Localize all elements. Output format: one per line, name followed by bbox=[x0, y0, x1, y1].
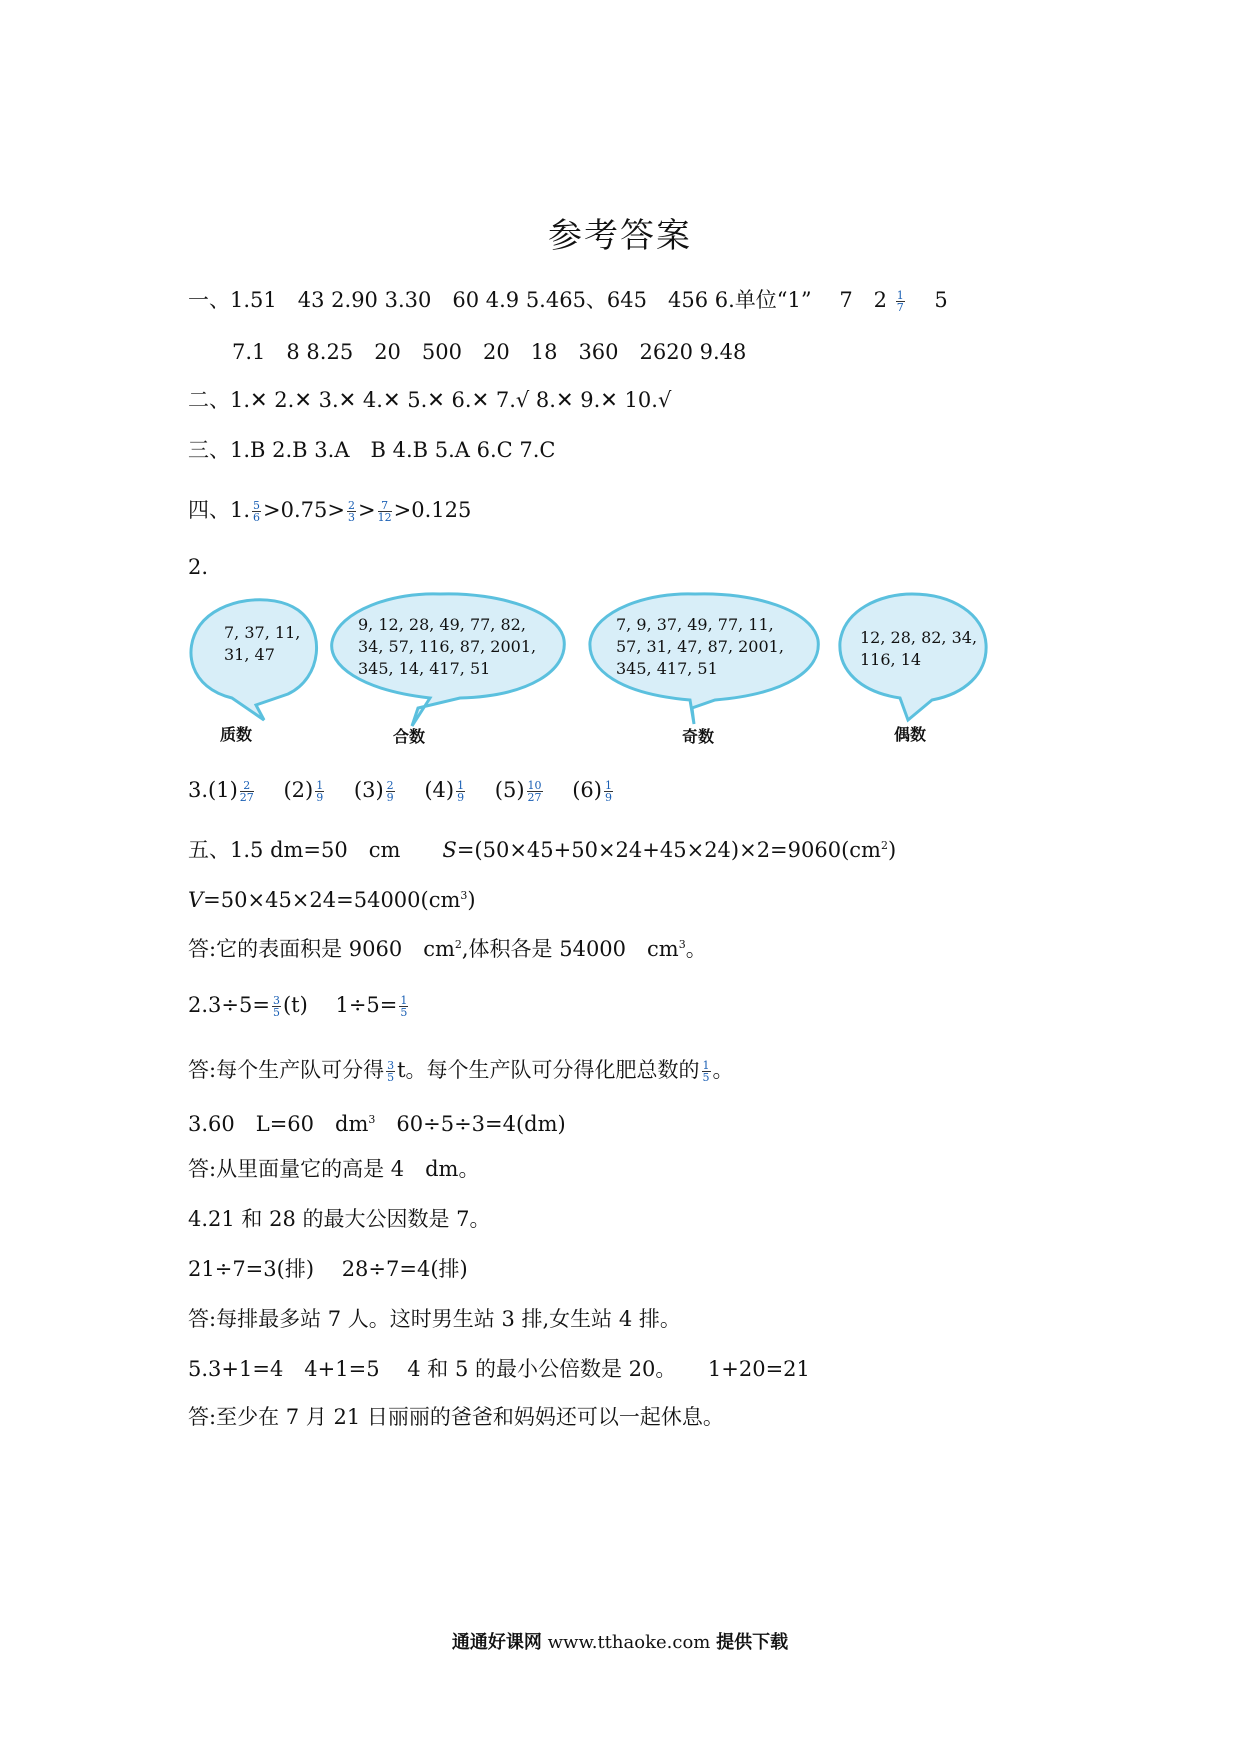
bubble-even bbox=[840, 594, 986, 744]
answer-section-5-line-7: 答:从里面量它的高是 4 dm。 bbox=[188, 1157, 480, 1181]
fraction: $\frac{3}{5}$ bbox=[387, 1059, 395, 1084]
bubble-text-line: 116, 14 bbox=[860, 650, 922, 669]
footer-site-name: 通通好课网 bbox=[451, 1632, 542, 1653]
bubble-text-line: 9, 12, 28, 49, 77, 82, bbox=[358, 615, 526, 634]
bubble-prime bbox=[191, 600, 317, 744]
fraction: $\frac{1}{5}$ bbox=[702, 1059, 710, 1084]
answer-section-5-line-10: 答:每排最多站 7 人。这时男生站 3 排,女生站 4 排。 bbox=[188, 1307, 681, 1331]
answer-section-5-line-3: 答:它的表面积是 9060 $cm^2$,体积各是 54000 $cm^3$。 bbox=[188, 937, 707, 961]
bubble-label: 合数 bbox=[393, 727, 426, 746]
fraction: $\frac{1}{5}$ bbox=[400, 994, 408, 1019]
bubble-label: 偶数 bbox=[894, 725, 927, 744]
answer-section-5-line-11: 5.3+1=4 4+1=5 4 和 5 的最小公倍数是 20。 1+20=21 bbox=[188, 1357, 810, 1381]
fraction: $\frac{3}{5}$ bbox=[272, 994, 280, 1019]
bubble-text-line: 34, 57, 116, 87, 2001, bbox=[358, 637, 537, 656]
bubble-text-line: 12, 28, 82, 34, bbox=[860, 628, 978, 647]
footer-download-note: 提供下载 bbox=[716, 1632, 789, 1653]
bubble-odd bbox=[590, 594, 818, 746]
fraction: $\frac{1}{9}$ bbox=[316, 779, 324, 804]
bubble-text-line: 57, 31, 47, 87, 2001, bbox=[616, 637, 784, 656]
number-classification-bubbles bbox=[180, 590, 1020, 750]
answer-section-5-line-8: 4.21 和 28 的最大公因数是 7。 bbox=[188, 1207, 491, 1231]
answer-section-5-line-4: 2.3÷5= $\frac{3}{5}$ (t) 1÷5= $\frac{1}{5}$ bbox=[188, 993, 408, 1019]
fraction: $\frac{2}{9}$ bbox=[386, 779, 394, 804]
page-footer bbox=[0, 1628, 1240, 1654]
answer-section-4-line-1: 四、1. $\frac{5}{6}$ >0.75> $\frac{2}{3}$ > $\frac{7}{12}$ >0.125 bbox=[188, 498, 472, 524]
bubble-text-line: 31, 47 bbox=[224, 645, 275, 664]
answer-section-4-q2: 2. bbox=[188, 555, 209, 579]
answer-section-5-line-2: $V=50\times 45\times 24=54000(cm^3)$ bbox=[188, 888, 476, 912]
bubble-text-line: 345, 14, 417, 51 bbox=[358, 659, 491, 678]
answer-section-1-line-1: 一、1.51 43 2.90 3.30 60 4.9 5.465、645 456 6.单位“1” 7 2 $\frac{1}{7}$ 5 bbox=[188, 288, 948, 314]
answer-section-5-line-6: 3.60 L=60 $dm^3$ 60÷5÷3=4(dm) bbox=[188, 1112, 566, 1136]
answer-section-5-line-1: 五、1.5 dm=50 cm $S=(50\times 45+50\times 24+45\times 24)\times 2=9060(cm^2)$ bbox=[188, 838, 897, 862]
bubble-label: 质数 bbox=[220, 725, 253, 744]
fraction: $\frac{10}{27}$ bbox=[527, 779, 542, 804]
answer-section-5-line-9: 21÷7=3(排) 28÷7=4(排) bbox=[188, 1257, 468, 1281]
fraction: $\frac{1}{9}$ bbox=[604, 779, 612, 804]
answer-section-5-line-12: 答:至少在 7 月 21 日丽丽的爸爸和妈妈还可以一起休息。 bbox=[188, 1405, 724, 1429]
bubble-text-line: 345, 417, 51 bbox=[616, 659, 718, 678]
footer-url[interactable]: www.tthaoke.com bbox=[541, 1632, 717, 1653]
answer-section-1-line-2: 7.1 8 8.25 20 500 20 18 360 2620 9.48 bbox=[232, 340, 747, 364]
fraction: $\frac{7}{12}$ bbox=[377, 499, 392, 524]
fraction: $\frac{1}{9}$ bbox=[457, 779, 465, 804]
fraction: $\frac{5}{6}$ bbox=[253, 499, 261, 524]
answer-section-3: 三、1.B 2.B 3.A B 4.B 5.A 6.C 7.C bbox=[188, 438, 556, 462]
fraction: $\frac{1}{7}$ bbox=[896, 289, 904, 314]
answer-section-5-line-5: 答:每个生产队可分得 $\frac{3}{5}$ t。每个生产队可分得化肥总数的 $\frac{1}{5}$ 。 bbox=[188, 1058, 734, 1084]
bubble-text-line: 7, 9, 37, 49, 77, 11, bbox=[616, 615, 774, 634]
answer-section-4-q3: 3.(1) $\frac{2}{27}$ (2) $\frac{1}{9}$ (3) $\frac{2}{9}$ (4) $\frac{1}{9}$ (5) $\frac{10}{27}$ (6) $\frac{1}{9}$ bbox=[188, 778, 612, 804]
bubble-text-line: 7, 37, 11, bbox=[224, 623, 301, 642]
bubble-composite bbox=[332, 594, 565, 746]
page-title: 参考答案 bbox=[548, 216, 692, 256]
fraction: $\frac{2}{3}$ bbox=[348, 499, 355, 524]
bubble-label: 奇数 bbox=[682, 727, 715, 746]
answer-section-2: 二、1.✕ 2.✕ 3.✕ 4.✕ 5.✕ 6.✕ 7.√ 8.✕ 9.✕ 10.√ bbox=[188, 388, 672, 412]
fraction: $\frac{2}{27}$ bbox=[239, 779, 254, 804]
